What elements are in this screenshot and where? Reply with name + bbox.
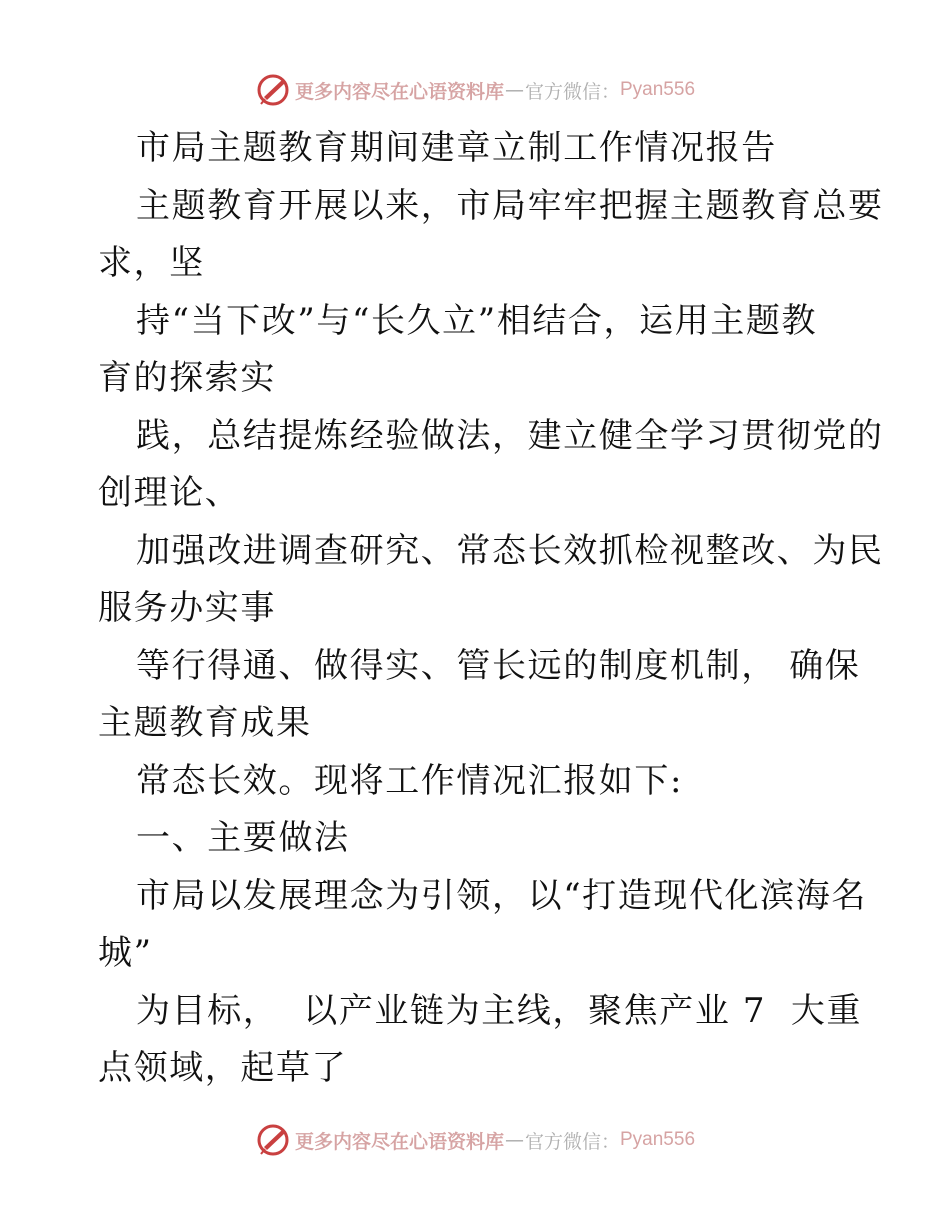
watermark-header [0, 70, 950, 110]
paragraph-line: 加强改进调查研究、常态长效抓检视整改、为民 [136, 530, 884, 571]
paragraph-line: 育的探索实 [98, 358, 276, 398]
paragraph-line: 服务办实事 [98, 588, 276, 628]
section-heading: 一、主要做法 [136, 818, 350, 858]
watermark-wechat-id: Pyan556 [620, 1129, 696, 1150]
paragraph-line: 践，总结提炼经验做法，建立健全学习贯彻党的 [136, 415, 884, 456]
watermark-wechat-id: Pyan556 [620, 79, 696, 100]
paragraph-line: 求，坚 [98, 243, 205, 283]
paragraph-line: 点领域，起草了 [98, 1048, 348, 1088]
watermark-dash: — [504, 79, 524, 101]
pen-logo-icon [255, 1122, 291, 1158]
watermark-main-text: 更多内容尽在心语资料库 [294, 80, 504, 103]
watermark-wechat-label: 官方微信： [524, 1130, 620, 1153]
paragraph-line: 等行得通、做得实、管长远的制度机制， 确保 [136, 645, 861, 686]
document-title: 市局主题教育期间建章立制工作情况报告 [136, 128, 777, 168]
paragraph-line: 城” [98, 933, 153, 973]
paragraph-line: 主题教育成果 [98, 703, 312, 743]
paragraph-line: 常态长效。现将工作情况汇报如下: [136, 760, 684, 801]
paragraph-line: 为目标， 以产业链为主线，聚焦产业 7 大重 [136, 990, 863, 1031]
watermark-footer [0, 1120, 950, 1160]
watermark-dash: — [504, 1129, 524, 1151]
watermark-wechat-label: 官方微信： [524, 80, 620, 103]
paragraph-line: 主题教育开展以来，市局牢牢把握主题教育总要 [136, 185, 884, 226]
pen-logo-icon [255, 72, 291, 108]
paragraph-line: 创理论、 [98, 473, 241, 513]
watermark-main-text: 更多内容尽在心语资料库 [294, 1130, 504, 1153]
paragraph-line: 持“当下改”与“长久立”相结合，运用主题教 [136, 300, 818, 341]
document-body [98, 120, 884, 1098]
paragraph-line: 市局以发展理念为引领，以“打造现代化滨海名 [136, 875, 867, 916]
